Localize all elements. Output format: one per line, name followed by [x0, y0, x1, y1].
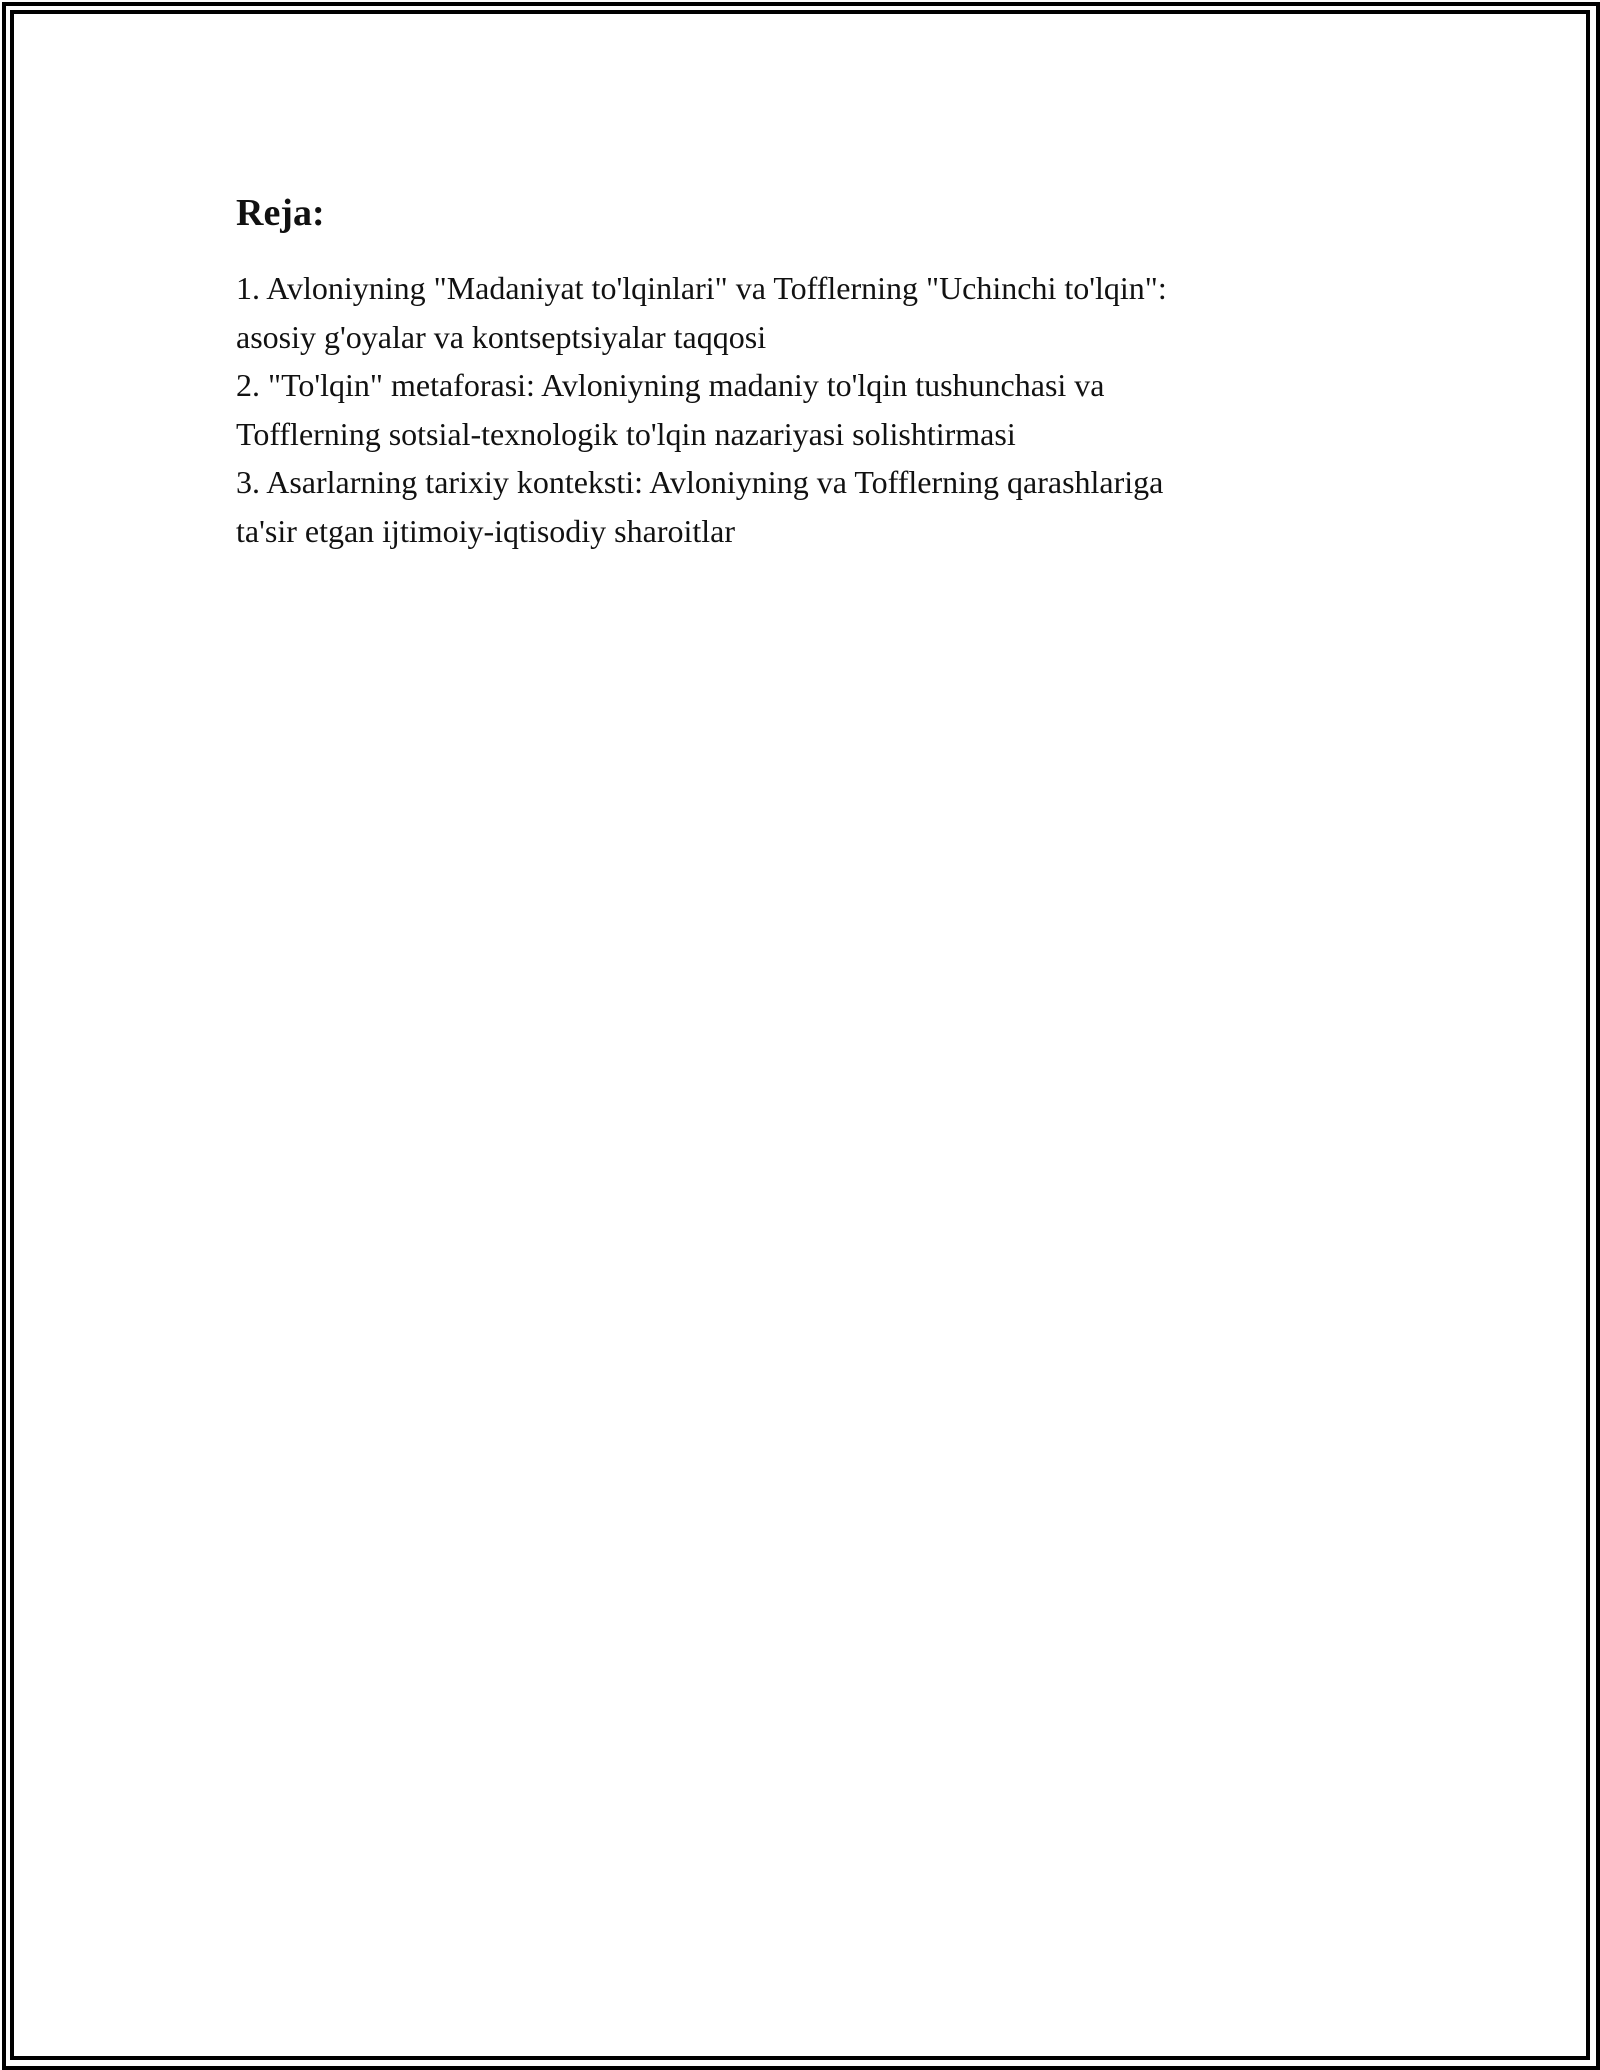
plan-item-text: 3. Asarlarning tarixiy konteksti: Avloniyning va Tofflerning qarashlariga [236, 464, 1164, 500]
plan-item [236, 458, 1376, 555]
plan-item-text: Tofflerning sotsial-texnologik to'lqin nazariyasi solishtirmasi [236, 415, 1016, 452]
document-body [236, 188, 1376, 555]
plan-item-text: ta'sir etgan ijtimoiy-iqtisodiy sharoitlar [236, 512, 736, 549]
plan-item [236, 264, 1376, 361]
plan-item-text: 1. Avloniyning "Madaniyat to'lqinlari" va Tofflerning "Uchinchi to'lqin": [236, 270, 1167, 306]
plan-item [236, 361, 1376, 458]
plan-item-text: 2. "To'lqin" metaforasi: Avloniyning madaniy to'lqin tushunchasi va [236, 367, 1105, 403]
plan-heading: Reja: [236, 192, 325, 234]
plan-list [236, 264, 1376, 555]
plan-item-text: asosiy g'oyalar va kontseptsiyalar taqqosi [236, 318, 767, 355]
